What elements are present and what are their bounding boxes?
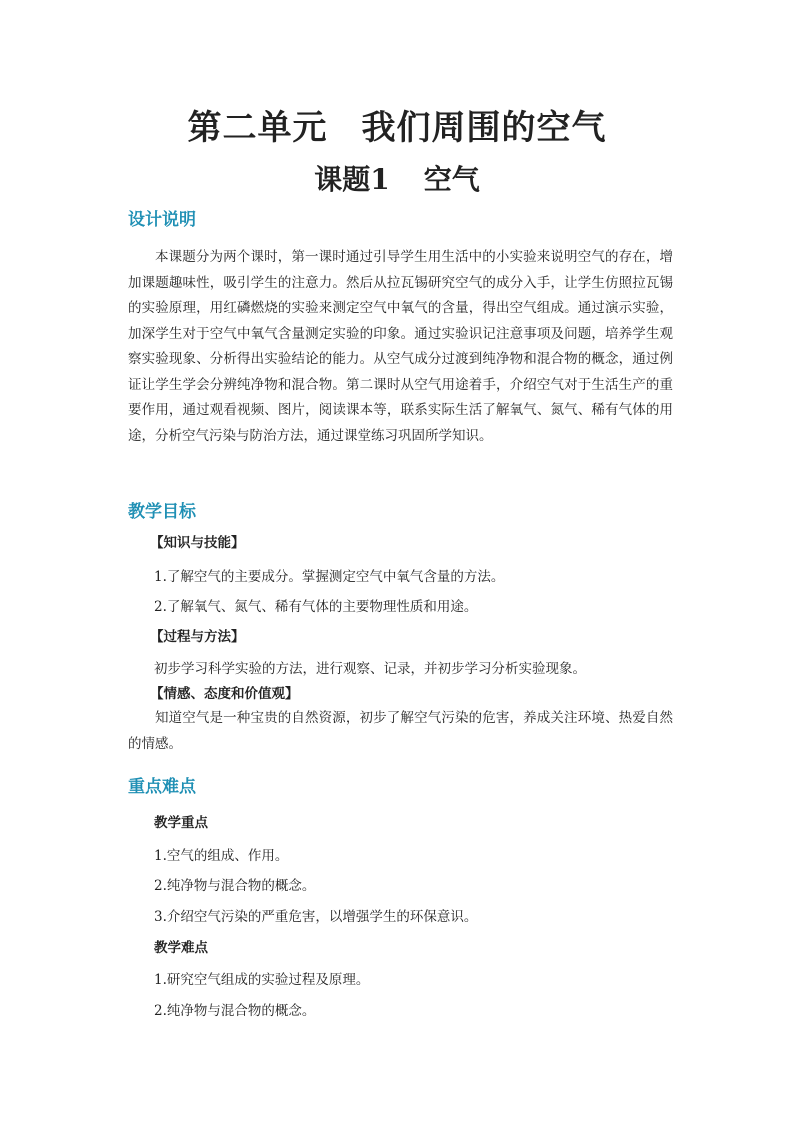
subheading-emotion: 【情感、态度和价值观】	[150, 686, 299, 702]
lesson-title	[0, 158, 794, 202]
lesson-number: 课题1	[314, 163, 390, 196]
section-heading-key-points: 重点难点	[128, 777, 196, 797]
subheading-focus: 教学重点	[154, 815, 208, 831]
focus-item-1: 1.空气的组成、作用。	[154, 848, 289, 864]
unit-number: 第二单元	[187, 108, 328, 148]
knowledge-item-1: 1.了解空气的主要成分。掌握测定空气中氧气含量的方法。	[154, 569, 505, 585]
section-heading-goals: 教学目标	[128, 502, 196, 522]
focus-item-3: 3.介绍空气污染的严重危害，以增强学生的环保意识。	[154, 909, 478, 925]
process-text: 初步学习科学实验的方法，进行观察、记录，并初步学习分析实验现象。	[154, 661, 586, 677]
unit-title	[0, 103, 794, 153]
subheading-difficulty: 教学难点	[154, 940, 208, 956]
subheading-knowledge: 【知识与技能】	[150, 535, 245, 551]
emotion-paragraph: 知道空气是一种宝贵的自然资源，初步了解空气污染的危害，养成关注环境、热爱自然的情感。	[128, 710, 673, 752]
difficulty-item-2: 2.纯净物与混合物的概念。	[154, 1003, 316, 1019]
subheading-process: 【过程与方法】	[150, 629, 245, 645]
focus-item-2: 2.纯净物与混合物的概念。	[154, 878, 316, 894]
difficulty-item-1: 1.研究空气组成的实验过程及原理。	[154, 972, 370, 988]
knowledge-item-2: 2.了解氧气、氮气、稀有气体的主要物理性质和用途。	[154, 599, 478, 615]
design-paragraph: 本课题分为两个课时，第一课时通过引导学生用生活中的小实验来说明空气的存在，增加课题趣味性，吸引学生的注意力。然后从拉瓦锡研究空气的成分入手，让学生仿照拉瓦锡的实验原理，用红磷燃烧的实验来测定空气中氧气的含量，得出空气组成。通过演示实验，加深学生对于空气中氧气含量测定实验的印象。通过实验识记注意事项及问题，培养学生观察实验现象、分析得出实验结论的能力。从空气成分过渡到纯净物和混合物的概念，通过例证让学生学会分辨纯净物和混合物。第二课时从空气用途着手，介绍空气对于生活生产的重要作用，通过观看视频、图片，阅读课本等，联系实际生活了解氧气、氮气、稀有气体的用途，分析空气污染与防治方法，通过课堂练习巩固所学知识。	[128, 249, 673, 444]
unit-name: 我们周围的空气	[361, 108, 607, 148]
lesson-name: 空气	[423, 163, 480, 196]
section-heading-design: 设计说明	[128, 210, 196, 230]
